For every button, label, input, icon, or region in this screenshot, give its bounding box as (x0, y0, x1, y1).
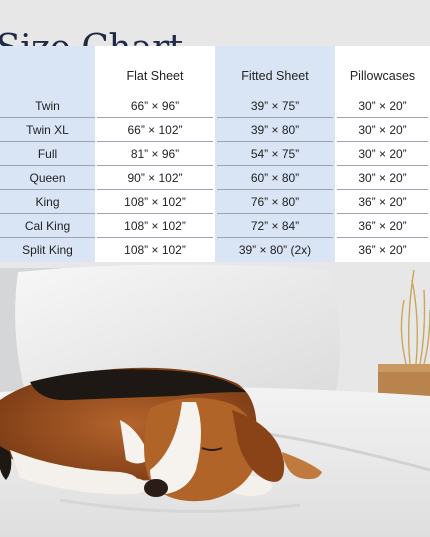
fitted-sheet-column-header: Fitted Sheet (215, 46, 335, 94)
pillowcase-cell: 36” × 20” (335, 190, 430, 214)
size-name-cell: Split King (0, 238, 95, 262)
size-name-cell: King (0, 190, 95, 214)
table-row (0, 190, 430, 214)
flat-sheet-cell: 66” × 96” (95, 94, 215, 118)
fitted-sheet-cell: 39” × 80” (215, 118, 335, 142)
table-row (0, 238, 430, 262)
fitted-sheet-cell: 39” × 75” (215, 94, 335, 118)
flat-sheet-cell: 108” × 102” (95, 238, 215, 262)
size-column-header (0, 46, 95, 94)
table-row (0, 214, 430, 238)
size-name-cell: Queen (0, 166, 95, 190)
pillowcase-cell: 30” × 20” (335, 166, 430, 190)
size-name-cell: Twin XL (0, 118, 95, 142)
flat-sheet-column-header: Flat Sheet (95, 46, 215, 94)
pillowcase-cell: 36” × 20” (335, 238, 430, 262)
fitted-sheet-cell: 54” × 75” (215, 142, 335, 166)
table-row (0, 166, 430, 190)
flat-sheet-cell: 108” × 102” (95, 190, 215, 214)
fitted-sheet-cell: 76” × 80” (215, 190, 335, 214)
fitted-sheet-cell: 72” × 84” (215, 214, 335, 238)
size-name-cell: Cal King (0, 214, 95, 238)
flat-sheet-cell: 90” × 102” (95, 166, 215, 190)
size-name-cell: Twin (0, 94, 95, 118)
pillowcase-cell: 30” × 20” (335, 142, 430, 166)
fitted-sheet-cell: 39” × 80” (2x) (215, 238, 335, 262)
fitted-sheet-cell: 60” × 80” (215, 166, 335, 190)
table-row (0, 118, 430, 142)
pillowcase-cell: 36” × 20” (335, 214, 430, 238)
pillowcase-cell: 30” × 20” (335, 94, 430, 118)
flat-sheet-cell: 81” × 96” (95, 142, 215, 166)
table-row (0, 142, 430, 166)
size-name-cell: Full (0, 142, 95, 166)
size-chart-table (0, 46, 430, 262)
pillowcases-column-header: Pillowcases (335, 46, 430, 94)
table-header-row (0, 46, 430, 94)
table-row (0, 94, 430, 118)
pillowcase-cell: 30” × 20” (335, 118, 430, 142)
flat-sheet-cell: 108” × 102” (95, 214, 215, 238)
flat-sheet-cell: 66” × 102” (95, 118, 215, 142)
